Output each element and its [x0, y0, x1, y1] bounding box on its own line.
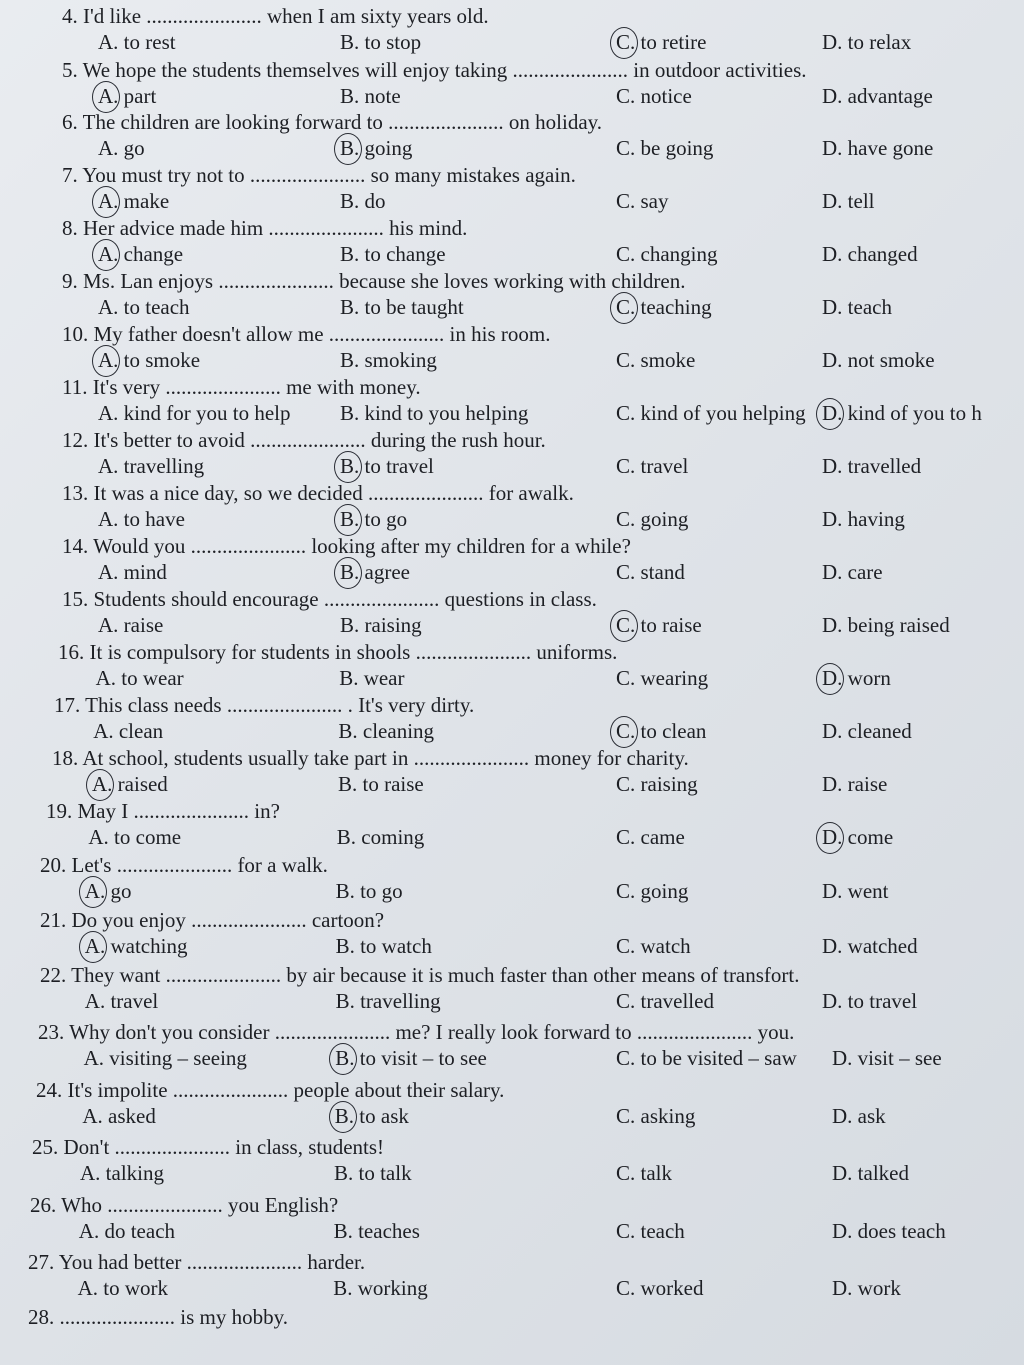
question-stem: 22. They want ...................... by air because it is much faster than other means of transfort. [40, 963, 800, 987]
hand-drawn-circle-icon [334, 504, 362, 536]
question-item [0, 1250, 1024, 1304]
answer-option[interactable] [98, 295, 190, 320]
answer-option[interactable] [616, 30, 706, 55]
answer-option[interactable] [337, 825, 425, 850]
answer-option[interactable] [340, 30, 421, 55]
answer-option-text: B. smoking [340, 348, 437, 372]
question-stem: 10. My father doesn't allow me ...................... in his room. [62, 322, 551, 346]
answer-option-text: A. watching [84, 934, 188, 958]
hand-drawn-circle-icon [610, 716, 638, 748]
question-stem: 28. ...................... is my hobby. [28, 1305, 288, 1329]
answer-option-text: B. coming [336, 825, 425, 849]
answer-option[interactable] [340, 454, 434, 479]
answer-option-text: D. visit – see [832, 1046, 942, 1070]
question-stem: 18. At school, students usually take part in ...................... money for charity. [52, 746, 689, 770]
answer-option[interactable] [98, 507, 185, 532]
answer-option[interactable] [98, 454, 204, 479]
answer-option[interactable] [98, 348, 200, 373]
question-item [0, 640, 1024, 694]
question-item [0, 963, 1024, 1017]
answer-option[interactable] [822, 295, 892, 320]
answer-option[interactable] [616, 1104, 695, 1129]
answer-option-text: D. ask [832, 1104, 886, 1128]
answer-option[interactable] [616, 772, 698, 797]
answer-option-text: D. have gone [822, 136, 934, 160]
answer-option[interactable] [335, 1046, 487, 1071]
answer-option-text: C. going [616, 507, 689, 531]
answer-option-text: B. to stop [340, 30, 422, 54]
answer-option[interactable] [822, 189, 875, 214]
question-item [0, 799, 1024, 853]
question-item [0, 908, 1024, 962]
answer-option-text: B. going [340, 136, 413, 160]
answer-option-text: C. came [616, 825, 685, 849]
question-item [0, 693, 1024, 747]
answer-option[interactable] [340, 189, 386, 214]
answer-option-text: A. change [98, 242, 184, 266]
answer-option-text: C. to raise [616, 613, 702, 637]
answer-option-text: D. travelled [822, 454, 922, 478]
answer-option-text: D. teach [822, 295, 892, 319]
answer-option-text: B. wear [339, 666, 405, 690]
question-stem: 7. You must try not to ...................... so many mistakes again. [62, 163, 576, 187]
answer-option-text: D. not smoke [822, 348, 935, 372]
question-item [0, 58, 1024, 112]
answer-option[interactable] [822, 772, 887, 797]
question-item [0, 587, 1024, 641]
answer-option[interactable] [85, 879, 132, 904]
answer-option-text: A. to teach [98, 295, 190, 319]
answer-option[interactable] [832, 1046, 942, 1071]
answer-option-text: D. to relax [822, 30, 912, 54]
answer-option-text: B. do [340, 189, 386, 213]
answer-option-text: B. to ask [334, 1104, 409, 1128]
answer-option[interactable] [340, 560, 410, 585]
question-stem: 19. May I ...................... in? [46, 799, 280, 823]
question-item [0, 216, 1024, 270]
hand-drawn-circle-icon [92, 186, 120, 218]
question-stem: 26. Who ...................... you English? [30, 1193, 339, 1217]
answer-option-text: C. talk [616, 1161, 672, 1185]
answer-option[interactable] [340, 84, 401, 109]
answer-option[interactable] [616, 189, 669, 214]
answer-option[interactable] [336, 989, 441, 1014]
answer-option-text: A. raise [98, 613, 164, 637]
hand-drawn-circle-icon [610, 27, 638, 59]
answer-option[interactable] [822, 401, 982, 426]
answer-option-text: B. to talk [334, 1161, 412, 1185]
hand-drawn-circle-icon [92, 345, 120, 377]
answer-option-text: A. part [98, 84, 157, 108]
answer-option[interactable] [340, 242, 446, 267]
answer-option-text: A. do teach [78, 1219, 176, 1243]
answer-option-text: A. asked [82, 1104, 156, 1128]
answer-option[interactable] [822, 507, 905, 532]
question-item [0, 746, 1024, 800]
answer-option[interactable] [339, 666, 404, 691]
answer-option[interactable] [616, 401, 806, 426]
answer-option-text: D. to travel [822, 989, 918, 1013]
answer-option-text: D. tell [822, 189, 875, 213]
answer-option[interactable] [98, 30, 176, 55]
answer-option-text: A. mind [98, 560, 167, 584]
answer-option[interactable] [82, 1104, 155, 1129]
answer-option[interactable] [85, 989, 158, 1014]
answer-option-text: B. to be taught [340, 295, 464, 319]
question-stem: 9. Ms. Lan enjoys ...................... because she loves working with children. [62, 269, 686, 293]
answer-option-text: D. watched [822, 934, 918, 958]
answer-option-text: B. to raise [338, 772, 424, 796]
answer-option[interactable] [98, 613, 163, 638]
answer-option[interactable] [822, 560, 883, 585]
question-stem: 14. Would you ...................... looking after my children for a while? [62, 534, 631, 558]
answer-option-text: B. to travel [340, 454, 434, 478]
answer-option-text: B. travelling [335, 989, 441, 1013]
answer-option-text: C. watch [616, 934, 691, 958]
answer-option-text: B. working [333, 1276, 428, 1300]
answer-option-text: C. teaching [616, 295, 712, 319]
hand-drawn-circle-icon [79, 931, 107, 963]
answer-option-text: A. travelling [98, 454, 205, 478]
answer-option-text: A. travel [84, 989, 159, 1013]
answer-option[interactable] [822, 879, 889, 904]
question-item [0, 428, 1024, 482]
answer-option-text: A. to come [88, 825, 182, 849]
question-stem: 23. Why don't you consider ...................... me? I really look forward to ...................... you. [38, 1020, 795, 1044]
answer-option[interactable] [340, 401, 528, 426]
answer-option[interactable] [98, 401, 290, 426]
answer-option[interactable] [616, 136, 713, 161]
answer-option-text: C. kind of you helping [616, 401, 806, 425]
answer-option[interactable] [616, 1161, 672, 1186]
answer-option-text: A. to smoke [98, 348, 201, 372]
answer-option[interactable] [616, 825, 685, 850]
answer-option[interactable] [616, 560, 685, 585]
answer-option[interactable] [98, 189, 169, 214]
answer-option[interactable] [616, 1219, 685, 1244]
answer-option[interactable] [616, 934, 691, 959]
answer-option-text: A. to have [98, 507, 185, 531]
question-stem: 8. Her advice made him ...................... his mind. [62, 216, 468, 240]
answer-option-text: B. note [340, 84, 401, 108]
answer-option[interactable] [822, 666, 891, 691]
answer-option[interactable] [616, 507, 688, 532]
answer-option-text: C. asking [616, 1104, 696, 1128]
answer-option[interactable] [822, 454, 921, 479]
hand-drawn-circle-icon [79, 876, 107, 908]
hand-drawn-circle-icon [334, 133, 362, 165]
answer-option[interactable] [832, 1104, 886, 1129]
answer-option[interactable] [340, 507, 407, 532]
answer-option[interactable] [78, 1276, 168, 1301]
answer-option-text: D. cleaned [822, 719, 912, 743]
answer-option-text: D. being raised [822, 613, 950, 637]
question-stem: 20. Let's ...................... for a walk. [40, 853, 328, 877]
answer-option[interactable] [79, 1219, 175, 1244]
question-stem: 11. It's very ...................... me with money. [62, 375, 421, 399]
question-item [0, 853, 1024, 907]
answer-option-text: C. teach [616, 1219, 685, 1243]
question-item [0, 163, 1024, 217]
answer-option[interactable] [98, 84, 156, 109]
answer-option-text: A. clean [93, 719, 164, 743]
answer-option[interactable] [616, 348, 695, 373]
answer-option-text: B. teaches [333, 1219, 420, 1243]
answer-option[interactable] [340, 348, 437, 373]
answer-option-text: A. to wear [95, 666, 184, 690]
hand-drawn-circle-icon [92, 239, 120, 271]
answer-option-text: C. wearing [616, 666, 709, 690]
answer-option[interactable] [822, 719, 912, 744]
answer-option[interactable] [338, 719, 434, 744]
hand-drawn-circle-icon [92, 81, 120, 113]
answer-option-text: D. advantage [822, 84, 933, 108]
answer-option-text: C. stand [616, 560, 685, 584]
question-item [0, 1193, 1024, 1247]
question-stem: 17. This class needs ...................... . It's very dirty. [54, 693, 475, 717]
answer-option[interactable] [335, 1104, 409, 1129]
question-item [0, 4, 1024, 58]
answer-option-text: D. does teach [832, 1219, 946, 1243]
hand-drawn-circle-icon [329, 1043, 357, 1075]
answer-option[interactable] [336, 934, 432, 959]
answer-option-text: A. raised [92, 772, 168, 796]
answer-option-text: B. agree [340, 560, 410, 584]
question-item [0, 110, 1024, 164]
answer-option[interactable] [334, 1219, 420, 1244]
answer-option[interactable] [334, 1161, 412, 1186]
answer-option[interactable] [822, 30, 911, 55]
answer-option-text: C. to retire [616, 30, 707, 54]
answer-option[interactable] [616, 1276, 704, 1301]
answer-option-text: D. having [822, 507, 905, 531]
answer-option[interactable] [616, 242, 717, 267]
answer-option[interactable] [616, 666, 708, 691]
hand-drawn-circle-icon [329, 1101, 357, 1133]
answer-option[interactable] [822, 989, 917, 1014]
question-stem: 6. The children are looking forward to ...................... on holiday. [62, 110, 603, 134]
answer-option-text: C. worked [616, 1276, 704, 1300]
answer-option[interactable] [822, 934, 918, 959]
question-stem: 25. Don't ...................... in class, students! [32, 1135, 385, 1159]
answer-option[interactable] [92, 772, 168, 797]
hand-drawn-circle-icon [334, 557, 362, 589]
question-stem: 4. I'd like ...................... when I am sixty years old. [62, 4, 489, 28]
answer-option[interactable] [616, 295, 712, 320]
hand-drawn-circle-icon [610, 292, 638, 324]
answer-option[interactable] [616, 84, 692, 109]
answer-option[interactable] [80, 1161, 164, 1186]
answer-option-text: D. worn [822, 666, 891, 690]
answer-option-text: C. be going [616, 136, 714, 160]
hand-drawn-circle-icon [816, 663, 844, 695]
question-item [0, 481, 1024, 535]
question-item [0, 1078, 1024, 1132]
answer-option[interactable] [616, 454, 688, 479]
answer-option-text: B. to visit – to see [335, 1046, 487, 1070]
answer-option-text: D. come [822, 825, 894, 849]
answer-option-text: C. say [616, 189, 669, 213]
answer-option-text: D. went [822, 879, 889, 903]
answer-option-text: A. to rest [98, 30, 176, 54]
answer-option-text: C. smoke [616, 348, 696, 372]
answer-option[interactable] [832, 1276, 901, 1301]
question-item [0, 1020, 1024, 1074]
answer-option-text: C. changing [616, 242, 718, 266]
answer-option[interactable] [616, 1046, 797, 1071]
answer-option-text: D. work [832, 1276, 901, 1300]
answer-option[interactable] [338, 772, 424, 797]
question-item [0, 534, 1024, 588]
question-stem: 24. It's impolite ...................... people about their salary. [36, 1078, 505, 1102]
answer-option-text: B. cleaning [338, 719, 435, 743]
answer-option[interactable] [616, 879, 688, 904]
answer-option-text: A. go [98, 136, 145, 160]
answer-option-text: D. talked [832, 1161, 909, 1185]
answer-option-text: D. care [822, 560, 883, 584]
question-item [0, 269, 1024, 323]
answer-option[interactable] [616, 613, 702, 638]
answer-option-text: B. to change [340, 242, 446, 266]
answer-option[interactable] [98, 242, 183, 267]
answer-option[interactable] [336, 879, 403, 904]
hand-drawn-circle-icon [334, 451, 362, 483]
answer-option[interactable] [98, 136, 145, 161]
answer-option[interactable] [616, 989, 714, 1014]
answer-option[interactable] [98, 560, 167, 585]
hand-drawn-circle-icon [86, 769, 114, 801]
answer-option[interactable] [88, 825, 181, 850]
answer-option[interactable] [822, 84, 933, 109]
answer-option[interactable] [822, 825, 893, 850]
hand-drawn-circle-icon [610, 610, 638, 642]
question-stem: 27. You had better ...................... harder. [28, 1250, 366, 1274]
answer-option-text: C. going [616, 879, 689, 903]
answer-option-text: D. raise [822, 772, 888, 796]
question-stem: 5. We hope the students themselves will enjoy taking ...................... in outdoor activities. [62, 58, 807, 82]
answer-option-text: C. travelled [616, 989, 714, 1013]
answer-option[interactable] [822, 136, 933, 161]
answer-option[interactable] [333, 1276, 428, 1301]
answer-option[interactable] [822, 242, 918, 267]
answer-option[interactable] [616, 719, 706, 744]
answer-option-text: C. to clean [616, 719, 707, 743]
answer-option-text: C. travel [616, 454, 689, 478]
answer-option-text: A. make [98, 189, 170, 213]
answer-option-text: A. visiting – seeing [83, 1046, 247, 1070]
answer-option[interactable] [340, 136, 412, 161]
question-item [0, 1135, 1024, 1189]
question-stem: 13. It was a nice day, so we decided ...................... for awalk. [62, 481, 574, 505]
question-stem: 16. It is compulsory for students in shools ...................... uniforms. [58, 640, 618, 664]
hand-drawn-circle-icon [816, 822, 844, 854]
answer-option-text: B. raising [340, 613, 422, 637]
question-item [0, 375, 1024, 429]
question-stem: 12. It's better to avoid ...................... during the rush hour. [62, 428, 546, 452]
question-stem: 15. Students should encourage ...................... questions in class. [62, 587, 597, 611]
answer-option-text: A. to work [77, 1276, 169, 1300]
answer-option[interactable] [96, 666, 184, 691]
answer-option-text: B. to watch [335, 934, 432, 958]
answer-option-text: B. to go [340, 507, 408, 531]
answer-option-text: A. kind for you to help [98, 401, 291, 425]
answer-option-text: C. to be visited – saw [616, 1046, 797, 1070]
answer-option-text: C. notice [616, 84, 692, 108]
answer-option-text: D. changed [822, 242, 918, 266]
question-stem: 21. Do you enjoy ...................... cartoon? [40, 908, 385, 932]
answer-option[interactable] [832, 1161, 909, 1186]
answer-option-text: A. go [84, 879, 132, 903]
answer-option[interactable] [84, 1046, 247, 1071]
hand-drawn-circle-icon [816, 398, 844, 430]
answer-option[interactable] [822, 613, 950, 638]
answer-option-text: C. raising [616, 772, 698, 796]
answer-option[interactable] [340, 613, 422, 638]
question-item [0, 322, 1024, 376]
answer-option-text: B. kind to you helping [340, 401, 529, 425]
answer-option-text: D. kind of you to h [822, 401, 982, 425]
answer-option[interactable] [832, 1219, 946, 1244]
answer-option[interactable] [85, 934, 188, 959]
answer-option-text: B. to go [335, 879, 403, 903]
answer-option[interactable] [93, 719, 163, 744]
answer-option-text: A. talking [80, 1161, 164, 1185]
answer-option[interactable] [822, 348, 935, 373]
answer-option[interactable] [340, 295, 464, 320]
question-item [0, 1305, 1024, 1359]
